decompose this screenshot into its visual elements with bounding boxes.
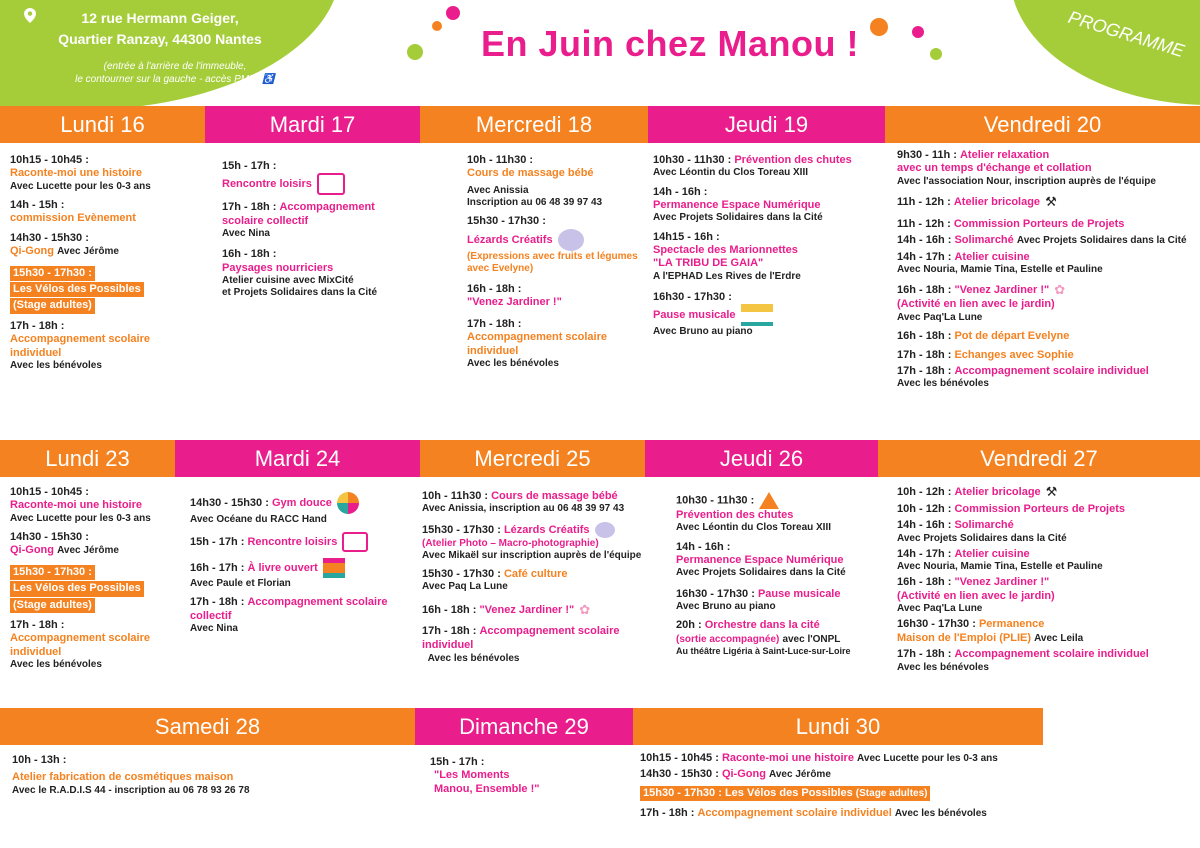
decorative-dot — [407, 44, 423, 60]
event: 15h30 - 17h30 : Lézards Créatifs (Expressions avec fruits et légumes avec Evelyne) — [467, 215, 638, 274]
event: 14h15 - 16h : Spectacle des Marionnettes "LA TRIBU DE GAIA" A l'EPHAD Les Rives de l'Erdre — [653, 230, 801, 282]
event: 16h30 - 17h30 : Permanence Maison de l'Emploi (PLIE) Avec Leila — [897, 618, 1084, 644]
tools-icon: ⚒ — [1045, 484, 1058, 499]
event: 15h30 - 17h30 : Lézards Créatifs (Atelier Photo – Macro-photographie) Avec Mikaël sur inscription auprès de l'équipe — [422, 523, 642, 561]
event: 10h30 - 11h30 : Prévention des chutes Avec Léontin du Clos Toreau XIII — [676, 492, 876, 535]
day-lundi-30 — [640, 752, 1060, 827]
event: 10h15 - 10h45 : Raconte-moi une histoire Avec Lucette pour les 0-3 ans — [640, 752, 998, 764]
event: 17h - 18h : Accompagnement scolaire individuel Avec les bénévoles — [467, 317, 607, 369]
day-header-jeudi-19: Jeudi 19 — [648, 106, 885, 143]
day-header-vendredi-27: Vendredi 27 — [878, 440, 1200, 477]
palette-icon — [595, 522, 615, 538]
event: 17h - 18h : Accompagnement scolaire individuel Avec les bénévoles — [10, 319, 150, 372]
event: 16h30 - 17h30 : Pause musicale Avec Bruno au piano — [653, 291, 883, 339]
event: 10h30 - 11h30 : Prévention des chutes Avec Léontin du Clos Toreau XIII — [653, 154, 852, 179]
address-access-note: (entrée à l'arrière de l'immeuble, le contourner sur la gauche - accès PMR) ♿ — [75, 61, 275, 85]
ball-icon — [337, 492, 359, 514]
day-header-jeudi-26: Jeudi 26 — [645, 440, 878, 477]
event: 14h - 17h : Atelier cuisine Avec Nouria, Mamie Tina, Estelle et Pauline — [897, 250, 1103, 276]
day-header-mercredi-18: Mercredi 18 — [420, 106, 648, 143]
day-lundi-23 — [10, 486, 175, 677]
event: 14h30 - 15h30 : Gym douce Avec Océane du RACC Hand — [190, 492, 415, 526]
cards-icon — [317, 173, 345, 195]
day-mardi-24 — [190, 492, 415, 641]
event-highlighted: 15h30 - 17h30 : Les Vélos des Possibles (Stage adultes) — [10, 564, 175, 613]
day-header-vendredi-20: Vendredi 20 — [885, 106, 1200, 143]
event: 11h - 12h : Commission Porteurs de Projets — [897, 217, 1125, 230]
event: 14h - 16h : Permanence Espace Numérique Avec Projets Solidaires dans la Cité — [653, 185, 823, 224]
day-jeudi-26 — [676, 492, 876, 663]
event: 17h - 18h : Accompagnement scolaire individuel Avec les bénévoles — [897, 364, 1149, 389]
event: 15h - 17h : Rencontre loisirs — [190, 532, 415, 552]
event-highlighted: 15h30 - 17h30 : Les Vélos des Possibles (Stage adultes) — [640, 785, 1060, 801]
event: 17h - 18h : Accompagnement scolaire collectif Avec Nina — [190, 596, 388, 635]
event: 16h - 18h : Paysages nourriciers Atelier cuisine avec MixCité et Projets Solidaires dans la Cité — [222, 248, 378, 299]
page-title: En Juin chez Manou ! — [480, 23, 859, 64]
event: 14h - 17h : Atelier cuisine Avec Nouria, Mamie Tina, Estelle et Pauline — [897, 547, 1103, 573]
event: 10h - 11h30 : Cours de massage bébé Avec Anissia Inscription au 06 48 39 97 43 — [467, 154, 603, 208]
event: 14h30 - 15h30 : Qi-Gong Avec Jérôme — [640, 768, 831, 781]
event: 16h - 18h : "Venez Jardiner !" ✿ — [422, 601, 591, 617]
event: 10h - 11h30 : Cours de massage bébé Avec Anissia, inscription au 06 48 39 97 43 — [422, 490, 625, 515]
decorative-dot — [446, 6, 460, 20]
event: 10h15 - 10h45 : Raconte-moi une histoire Avec Lucette pour les 0-3 ans — [10, 154, 151, 192]
day-mercredi-18 — [467, 154, 647, 376]
day-header-lundi-16: Lundi 16 — [0, 106, 205, 143]
day-header-dimanche-29: Dimanche 29 — [415, 708, 633, 745]
tools-icon: ⚒ — [1045, 194, 1057, 209]
day-vendredi-20 — [897, 149, 1197, 396]
event: 14h - 16h : Solimarché Avec Projets Solidaires dans la Cité — [897, 234, 1187, 247]
keyboard-icon — [741, 304, 773, 326]
flower-icon: ✿ — [579, 601, 591, 617]
day-mercredi-25 — [422, 490, 644, 672]
event: 16h30 - 17h30 : Pause musicale Avec Bruno au piano — [676, 587, 841, 612]
event: 17h - 18h : Echanges avec Sophie — [897, 349, 1074, 362]
programme-label: PROGRAMME — [1065, 6, 1187, 62]
address: 12 rue Hermann Geiger, Quartier Ranzay, 44300 Nantes — [58, 10, 262, 47]
event: 11h - 12h : Atelier bricolage ⚒ — [897, 194, 1057, 209]
decorative-dot — [930, 48, 942, 60]
event: 10h - 12h : Atelier bricolage ⚒ — [897, 484, 1058, 499]
event-highlighted: 15h30 - 17h30 : Les Vélos des Possibles (Stage adultes) — [10, 265, 200, 314]
event: 14h - 15h : commission Evènement — [10, 199, 136, 225]
event: 16h - 18h : "Venez Jardiner !" (Activité en lien avec le jardin) Avec Paq'La Lune — [897, 576, 1055, 615]
event: 17h - 18h : Accompagnement scolaire individuel Avec les bénévoles — [640, 807, 987, 820]
day-header-mardi-17: Mardi 17 — [205, 106, 420, 143]
event: 14h - 16h : Permanence Espace Numérique Avec Projets Solidaires dans la Cité — [676, 540, 846, 579]
flower-icon: ✿ — [1054, 282, 1066, 298]
event: 15h - 17h : Rencontre loisirs — [222, 160, 417, 195]
day-dimanche-29: 15h - 17h : "Les Moments Manou, Ensemble !" — [430, 756, 540, 795]
warning-icon — [759, 492, 779, 509]
day-vendredi-27 — [897, 484, 1197, 680]
event: 14h - 16h : Solimarché Avec Projets Solidaires dans la Cité — [897, 519, 1067, 544]
day-header-mardi-24: Mardi 24 — [175, 440, 420, 477]
event: 16h - 18h : Pot de départ Evelyne — [897, 329, 1070, 342]
day-header-samedi-28: Samedi 28 — [0, 708, 415, 745]
event: 17h - 18h : Accompagnement scolaire individuel Avec les bénévoles — [422, 625, 620, 665]
day-lundi-16 — [10, 154, 200, 378]
event: 17h - 18h : Accompagnement scolaire collectif Avec Nina — [222, 201, 375, 240]
event: 16h - 17h : À livre ouvert Avec Paule et Florian — [190, 558, 415, 590]
event: 15h30 - 17h30 : Café culture Avec Paq La Lune — [422, 567, 568, 593]
event: 10h - 12h : Commission Porteurs de Projets — [897, 502, 1126, 515]
event: 9h30 - 11h : Atelier relaxation avec un temps d'échange et collation Avec l'association Nour, inscription auprès de l'équipe — [897, 149, 1156, 187]
books-icon — [323, 558, 345, 578]
day-header-mercredi-25: Mercredi 25 — [420, 440, 645, 477]
day-header-lundi-30: Lundi 30 — [633, 708, 1043, 745]
event: 16h - 18h : "Venez Jardiner !" — [467, 282, 562, 309]
cards-icon — [342, 532, 368, 552]
event: 17h - 18h : Accompagnement scolaire individuel Avec les bénévoles — [10, 619, 150, 671]
day-jeudi-19 — [653, 154, 883, 345]
palette-icon — [558, 229, 584, 251]
event: 10h15 - 10h45 : Raconte-moi une histoire Avec Lucette pour les 0-3 ans — [10, 486, 151, 524]
day-samedi-28: 10h - 13h : Atelier fabrication de cosmétiques maison Avec le R.A.D.I.S 44 - inscription au 06 78 93 26 78 — [12, 754, 250, 796]
day-mardi-17 — [222, 160, 417, 306]
event: 17h - 18h : Accompagnement scolaire individuel Avec les bénévoles — [897, 648, 1149, 673]
event: 16h - 18h : "Venez Jardiner !" ✿ (Activité en lien avec le jardin) Avec Paq'La Lune — [897, 282, 1066, 323]
event: 14h30 - 15h30 : Qi-Gong Avec Jérôme — [10, 231, 119, 258]
event: 14h30 - 15h30 : Qi-Gong Avec Jérôme — [10, 531, 119, 557]
decorative-dot — [912, 26, 924, 38]
day-header-lundi-23: Lundi 23 — [0, 440, 175, 477]
event: 20h : Orchestre dans la cité (sortie accompagnée) avec l'ONPL Au théâtre Ligéria à Saint-Luce-sur-Loire — [676, 619, 851, 656]
location-pin-icon — [24, 8, 36, 23]
